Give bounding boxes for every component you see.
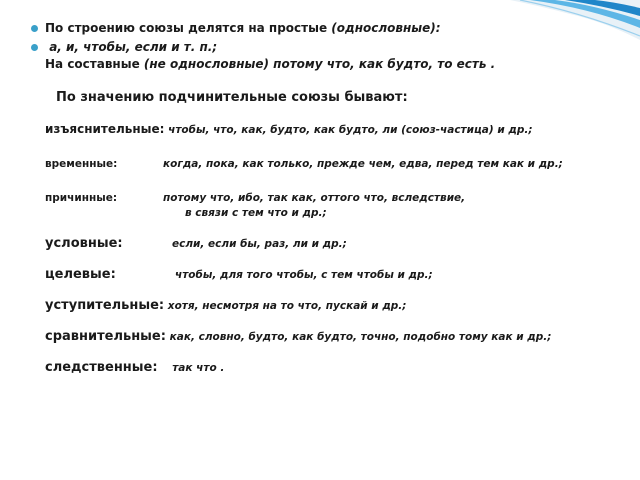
list-item <box>45 298 605 314</box>
term-value: как, словно, будто, как будто, точно, подобно тому как и др.; <box>169 331 552 343</box>
list-item <box>45 360 605 376</box>
list-item <box>45 157 605 172</box>
list-item <box>45 267 605 283</box>
conjunction-list <box>45 122 605 376</box>
list-item <box>45 329 605 345</box>
bullet-text: По строению союзы делятся на простые <box>45 21 332 35</box>
term-value: так что . <box>172 362 225 374</box>
term-value: хотя, несмотря на то что, пускай и др.; <box>167 300 407 312</box>
term-label: уступительные: <box>45 298 165 313</box>
term-label: временные: <box>45 158 118 170</box>
bullet-item-simple-examples <box>28 39 618 56</box>
term-label: сравнительные: <box>45 329 166 344</box>
term-value: если, если бы, раз, ли и др.; <box>172 238 347 250</box>
bullet-item-structure <box>28 20 618 37</box>
list-item <box>45 191 605 221</box>
bullet-icon <box>31 44 38 51</box>
term-value: потому что, ибо, так как, оттого что, вследствие, <box>163 192 466 204</box>
term-value: чтобы, для того чтобы, с тем чтобы и др.; <box>175 269 433 281</box>
bullet-list <box>28 20 618 73</box>
term-value: чтобы, что, как, будто, как будто, ли (союз-частица) и др.; <box>168 124 533 136</box>
term-value: когда, пока, как только, прежде чем, едва, перед тем как и др.; <box>163 158 563 170</box>
bullet-italic: а, и, чтобы, если и т. п.; <box>49 40 218 54</box>
term-value-line2: в связи с тем что и др.; <box>185 207 327 219</box>
term-label: изъяснительные: <box>45 122 165 136</box>
list-item <box>45 122 605 138</box>
term-label: целевые: <box>45 267 116 282</box>
term-label: причинные: <box>45 192 118 204</box>
compound-italic: (не однословные) потому что, как будто, то есть . <box>143 57 496 71</box>
compound-line <box>28 56 618 73</box>
term-label: следственные: <box>45 360 158 375</box>
bullet-italic: (однословные): <box>331 21 441 35</box>
list-item <box>45 236 605 252</box>
section-heading: По значению подчинительные союзы бывают: <box>56 90 408 105</box>
term-label: условные: <box>45 236 123 251</box>
compound-text: На составные <box>45 57 144 71</box>
bullet-icon <box>31 25 38 32</box>
